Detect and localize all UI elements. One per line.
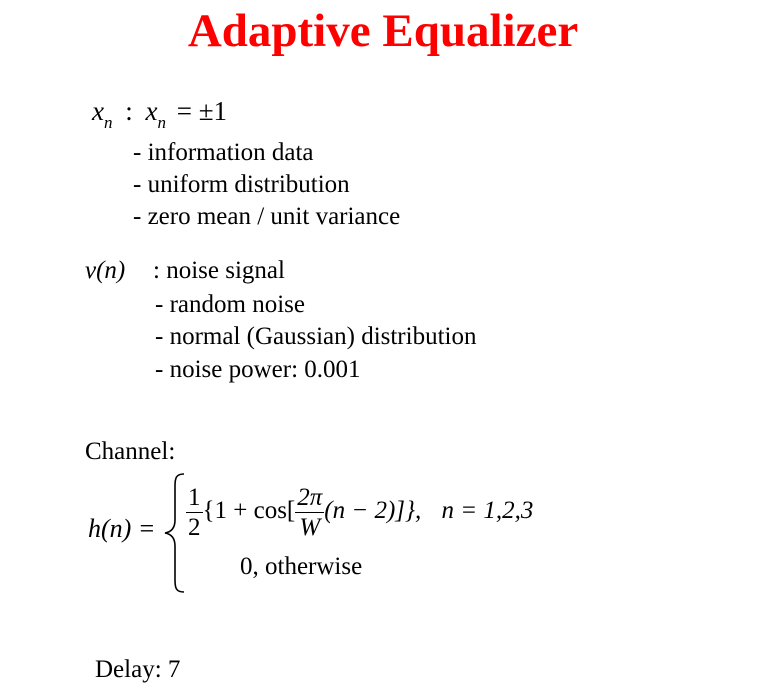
input-item-moments: - zero mean / unit variance: [133, 203, 401, 230]
piecewise-brace: [162, 472, 188, 594]
input-separator: :: [125, 96, 133, 126]
input-definition: [92, 96, 227, 133]
channel-lhs: h(n) =: [88, 514, 156, 543]
page-title: Adaptive Equalizer: [187, 5, 579, 57]
half-numerator: 1: [188, 484, 201, 511]
cos-argument: (n − 2)]},: [324, 497, 422, 525]
case-first-row: [186, 485, 533, 540]
channel-label: Channel:: [85, 438, 176, 465]
noise-item-gaussian: - normal (Gaussian) distribution: [155, 323, 477, 350]
noise-label: : noise signal: [153, 257, 285, 284]
noise-item-random: - random noise: [155, 291, 305, 318]
input-subscript-repeat: n: [157, 113, 166, 132]
half-denominator: 2: [188, 514, 201, 541]
twopi-numerator: 2π: [297, 484, 323, 511]
delay-label: Delay: 7: [95, 656, 181, 683]
input-subscript: n: [103, 113, 113, 132]
case-otherwise: 0, otherwise: [240, 553, 363, 580]
noise-item-power: - noise power: 0.001: [155, 356, 361, 383]
half-fraction: [186, 485, 203, 540]
case-range: n = 1,2,3: [441, 497, 534, 525]
twopi-fraction: [295, 485, 324, 540]
input-item-distribution: - uniform distribution: [133, 171, 350, 198]
input-symbol-repeat: x: [145, 96, 158, 126]
input-value: = ±1: [176, 96, 228, 126]
twopi-denominator: W: [299, 514, 321, 541]
input-symbol: x: [92, 96, 104, 126]
cos-open: {1 + cos[: [202, 497, 296, 525]
input-item-info: - information data: [133, 139, 314, 166]
noise-symbol: v(n): [85, 257, 126, 284]
